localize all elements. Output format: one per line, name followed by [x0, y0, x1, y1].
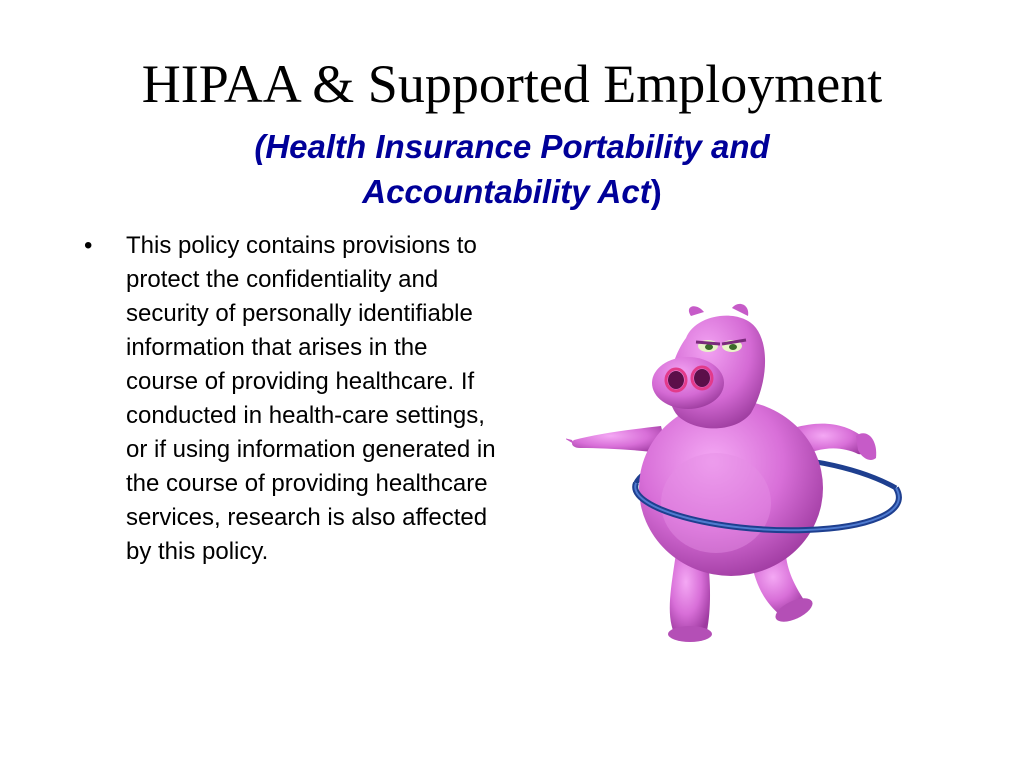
bullet-item — [84, 229, 504, 569]
bullet-text: This policy contains provisions to protect the confidentiality and security of personally identifiable information that arises in the course of providing healthcare. If conducted in health-care settings, or if using information generated in the course of providing healthcare services, research is also affected by this policy. — [126, 232, 496, 565]
bullet-list — [84, 229, 504, 569]
slide-title: HIPAA & Supported Employment — [141, 54, 883, 114]
hippo-hula-hoop-icon — [566, 298, 906, 643]
subtitle-line-1: (Health Insurance Portability and — [254, 128, 770, 165]
bullet-marker: • — [84, 232, 93, 259]
subtitle-line-2: Accountability Act — [362, 173, 651, 210]
slide-subtitle — [150, 124, 874, 214]
subtitle-close-paren: ) — [650, 173, 662, 210]
